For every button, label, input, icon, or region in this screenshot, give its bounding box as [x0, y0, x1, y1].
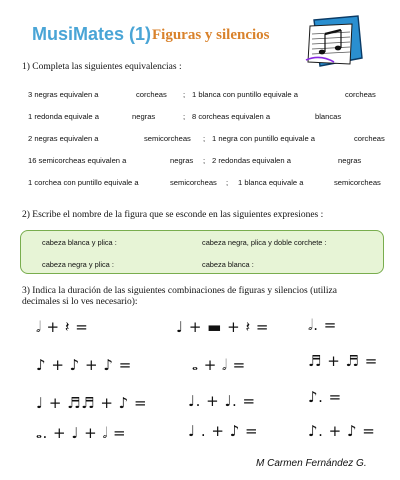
music-notes-logo: [300, 14, 366, 70]
expression-item: cabeza negra y plica :: [42, 260, 114, 269]
music-expression: ♩ . + ♪ =: [188, 422, 259, 440]
expression-item: cabeza blanca y plica :: [42, 238, 117, 247]
music-expression: ♩. + ♩. =: [188, 392, 256, 410]
music-expression: 𝅗𝅥 + 𝄽 =: [36, 318, 89, 336]
equivalence-unit: blancas: [315, 112, 342, 121]
music-expression: ♬ + ♬ =: [308, 352, 378, 370]
equivalence-text: 1 redonda equivale a: [28, 112, 99, 121]
section2-heading: 2) Escribe el nombre de la figura que se esconde en las siguientes expresiones :: [22, 210, 324, 220]
equivalence-text: 1 negra con puntillo equivale a: [212, 134, 316, 143]
equivalence-text: 2 negras equivalen a: [28, 134, 99, 143]
music-expression: 𝅝 + 𝅗𝅥 =: [192, 356, 246, 374]
section3-heading-cont: decimales si lo ves necesario):: [22, 297, 138, 307]
equivalence-unit: corcheas: [136, 90, 167, 99]
section1-heading: 1) Completa las siguientes equivalencias :: [22, 62, 182, 72]
separator: ;: [203, 134, 206, 143]
separator: ;: [203, 156, 206, 165]
equivalence-unit: semicorcheas: [170, 178, 217, 187]
equivalence-text: 16 semicorcheas equivalen a: [28, 156, 127, 165]
equivalence-text: 1 corchea con puntillo equivale a: [28, 178, 139, 187]
equivalence-unit: negras: [132, 112, 156, 121]
separator: ;: [183, 90, 186, 99]
separator: ;: [226, 178, 229, 187]
music-expression: ♩ + ▬ + 𝄽 =: [176, 318, 269, 336]
equivalence-unit: negras: [338, 156, 362, 165]
equivalence-text: 1 blanca equivale a: [238, 178, 304, 187]
page-subtitle: Figuras y silencios: [152, 27, 270, 43]
equivalence-unit: corcheas: [345, 90, 376, 99]
expression-item: cabeza negra, plica y doble corchete :: [202, 238, 327, 247]
music-expression: ♩ + ♬♬ + ♪ =: [36, 394, 148, 412]
music-expression: ♪. + ♪ =: [308, 422, 376, 440]
equivalence-unit: semicorcheas: [144, 134, 191, 143]
equivalence-text: 1 blanca con puntillo equivale a: [192, 90, 298, 99]
music-expression: ♪. =: [308, 388, 342, 406]
equivalence-unit: semicorcheas: [334, 178, 381, 187]
page-title: MusiMates (1): [32, 24, 152, 44]
equivalence-unit: negras: [170, 156, 194, 165]
music-expression: 𝅗𝅥. =: [308, 316, 337, 334]
expression-item: cabeza blanca :: [202, 260, 254, 269]
author-name: M Carmen Fernández G.: [256, 458, 367, 469]
equivalence-text: 3 negras equivalen a: [28, 90, 99, 99]
section3-heading: 3) Indica la duración de las siguientes combinaciones de figuras y silencios (utiliza: [22, 286, 337, 296]
equivalence-text: 2 redondas equivalen a: [212, 156, 291, 165]
equivalence-unit: corcheas: [354, 134, 385, 143]
equivalence-text: 8 corcheas equivalen a: [192, 112, 271, 121]
music-expression: ♪ + ♪ + ♪ =: [36, 356, 132, 374]
separator: ;: [183, 112, 186, 121]
music-expression: 𝅝. + ♩ + 𝅗𝅥 =: [36, 424, 127, 442]
